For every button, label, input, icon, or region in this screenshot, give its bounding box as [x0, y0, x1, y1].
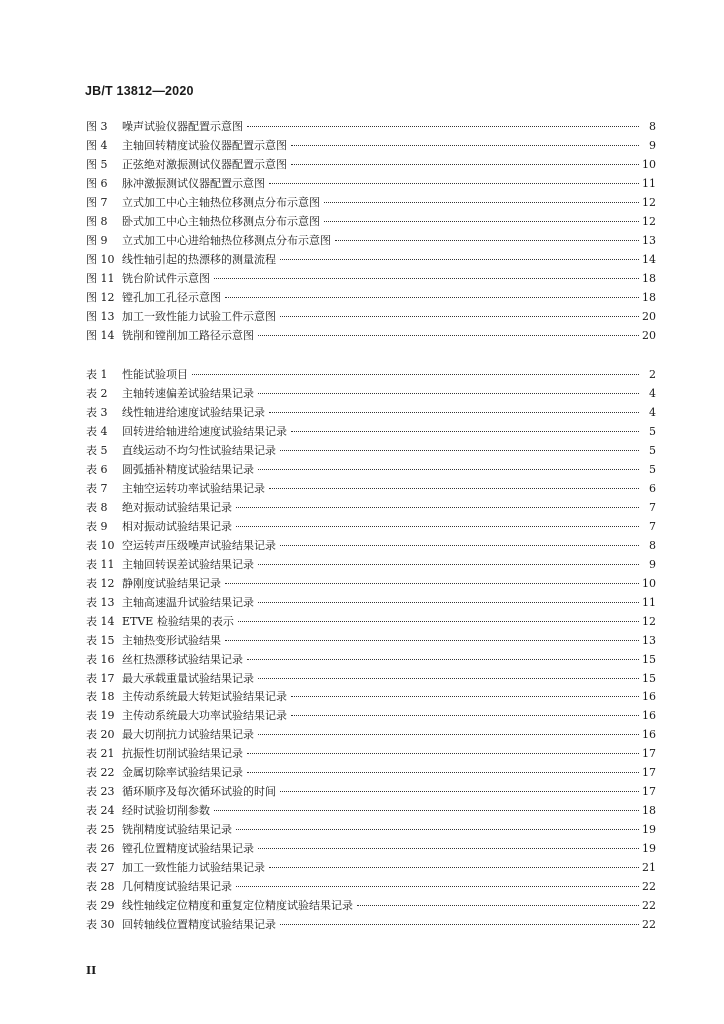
- toc-entry[interactable]: [86, 821, 656, 840]
- toc-entry-title: 绝对振动试验结果记录: [122, 500, 232, 514]
- toc-entry-title: 立式加工中心进给轴热位移测点分布示意图: [122, 233, 331, 247]
- dot-leader: [258, 734, 639, 735]
- toc-entry-title: 经时试验切削参数: [122, 804, 210, 818]
- toc-entry-label: 表 13: [86, 595, 115, 609]
- toc-entry-page: 6: [649, 481, 656, 495]
- toc-entry[interactable]: [86, 499, 656, 518]
- toc-entry[interactable]: [86, 194, 656, 213]
- toc-entry-title: 主轴回转误差试验结果记录: [122, 557, 254, 571]
- dot-leader: [225, 640, 639, 641]
- dot-leader: [214, 278, 639, 279]
- toc-entry-page: 16: [642, 690, 656, 704]
- toc-entry[interactable]: [86, 404, 656, 423]
- toc-entry-title: 静刚度试验结果记录: [122, 576, 221, 590]
- dot-leader: [291, 696, 639, 697]
- dot-leader: [269, 488, 639, 489]
- table-list: [86, 366, 656, 935]
- dot-leader: [225, 297, 639, 298]
- toc-entry-label: 图 10: [86, 252, 115, 266]
- dot-leader: [280, 316, 639, 317]
- dot-leader: [214, 810, 639, 811]
- toc-entry-label: 表 26: [86, 842, 115, 856]
- toc-entry[interactable]: [86, 878, 656, 897]
- toc-entry[interactable]: [86, 859, 656, 878]
- toc-entry-label: 图 14: [86, 328, 115, 342]
- dot-leader: [225, 583, 639, 584]
- toc-entry[interactable]: [86, 270, 656, 289]
- dot-leader: [236, 886, 639, 887]
- toc-entry[interactable]: [86, 385, 656, 404]
- toc-entry-page: 19: [642, 823, 656, 837]
- toc-entry[interactable]: [86, 327, 656, 346]
- dot-leader: [324, 202, 639, 203]
- toc-entry[interactable]: [86, 916, 656, 935]
- toc-entry-title: 直线运动不均匀性试验结果记录: [122, 443, 276, 457]
- toc-entry-page: 8: [649, 538, 656, 552]
- toc-entry[interactable]: [86, 802, 656, 821]
- toc-entry-page: 14: [642, 252, 656, 266]
- toc-entry-label: 表 3: [86, 405, 108, 419]
- dot-leader: [280, 791, 639, 792]
- toc-entry-label: 表 22: [86, 766, 115, 780]
- toc-entry-title: 线性轴引起的热漂移的测量流程: [122, 252, 276, 266]
- dot-leader: [258, 848, 639, 849]
- dot-leader: [236, 829, 639, 830]
- toc-entry-title: 立式加工中心主轴热位移测点分布示意图: [122, 195, 320, 209]
- toc-entry-title: 线性轴线定位精度和重复定位精度试验结果记录: [122, 899, 353, 913]
- toc-entry-title: 卧式加工中心主轴热位移测点分布示意图: [122, 214, 320, 228]
- toc-entry-title: 回转进给轴进给速度试验结果记录: [122, 424, 287, 438]
- dot-leader: [269, 867, 639, 868]
- toc-entry-page: 16: [642, 728, 656, 742]
- toc-entry-page: 21: [642, 861, 656, 875]
- toc-entry-label: 图 3: [86, 120, 108, 133]
- dot-leader: [291, 164, 639, 165]
- toc-entry[interactable]: [86, 575, 656, 594]
- toc-entry-title: 主轴空运转功率试验结果记录: [122, 481, 265, 495]
- toc-entry-page: 11: [642, 176, 656, 190]
- dot-leader: [247, 753, 639, 754]
- toc-entry[interactable]: [86, 175, 656, 194]
- toc-entry[interactable]: [86, 897, 656, 916]
- toc-entry-page: 15: [642, 652, 656, 666]
- dot-leader: [291, 431, 639, 432]
- toc-entry-label: 表 5: [86, 443, 108, 457]
- toc-entry-title: 几何精度试验结果记录: [122, 880, 232, 894]
- toc-entry-label: 表 20: [86, 728, 115, 742]
- dot-leader: [280, 545, 639, 546]
- toc-entry-title: 镗孔加工孔径示意图: [122, 290, 221, 304]
- dot-leader: [192, 374, 639, 375]
- toc-entry[interactable]: [86, 670, 656, 689]
- toc-entry-label: 表 21: [86, 747, 115, 761]
- toc-entry-label: 表 28: [86, 880, 115, 894]
- dot-leader: [357, 905, 639, 906]
- toc-entry[interactable]: [86, 480, 656, 499]
- toc-entry-page: 11: [642, 595, 656, 609]
- toc-entry-title: 铣削精度试验结果记录: [122, 823, 232, 837]
- toc-entry-label: 表 24: [86, 804, 115, 818]
- toc-entry[interactable]: [86, 745, 656, 764]
- toc-entry-page: 5: [649, 424, 656, 438]
- toc-entry-page: 12: [642, 614, 656, 628]
- toc-entry-label: 图 13: [86, 309, 115, 323]
- toc-entry-page: 19: [642, 842, 656, 856]
- toc-entry-page: 5: [649, 462, 656, 476]
- toc-entry[interactable]: [86, 442, 656, 461]
- dot-leader: [335, 240, 639, 241]
- toc-entry-label: 表 10: [86, 538, 115, 552]
- toc-entry-title: 相对振动试验结果记录: [122, 519, 232, 533]
- toc-entry-title: 主轴热变形试验结果: [122, 633, 221, 647]
- toc-entry[interactable]: [86, 537, 656, 556]
- toc-entry-title: 金属切除率试验结果记录: [122, 766, 243, 780]
- dot-leader: [258, 335, 639, 336]
- toc-entry-label: 图 4: [86, 138, 108, 152]
- toc-entry-page: 4: [649, 405, 656, 419]
- toc-entry-title: 抗振性切削试验结果记录: [122, 747, 243, 761]
- document-code: JB/T 13812—2020: [85, 84, 194, 98]
- toc-entry-title: 主轴转速偏差试验结果记录: [122, 386, 254, 400]
- toc-entry-label: 表 1: [86, 368, 108, 381]
- toc-entry[interactable]: [86, 461, 656, 480]
- toc-entry-page: 18: [642, 271, 656, 285]
- dot-leader: [258, 393, 639, 394]
- toc-entry-title: 空运转声压级噪声试验结果记录: [122, 538, 276, 552]
- toc-entry-page: 10: [642, 576, 656, 590]
- toc-entry-label: 图 7: [86, 195, 108, 209]
- toc-entry-label: 表 29: [86, 899, 115, 913]
- toc-entry-title: 噪声试验仪器配置示意图: [122, 120, 243, 133]
- toc-entry[interactable]: [86, 156, 656, 175]
- toc-entry-label: 表 19: [86, 709, 115, 723]
- toc-entry-label: 图 11: [86, 271, 115, 285]
- toc-entry[interactable]: [86, 232, 656, 251]
- toc-entry-title: 主轴回转精度试验仪器配置示意图: [122, 138, 287, 152]
- toc-entry-page: 17: [642, 766, 656, 780]
- toc-entry-label: 表 11: [86, 557, 115, 571]
- toc-entry-page: 4: [649, 386, 656, 400]
- toc-entry-label: 表 27: [86, 861, 115, 875]
- toc-entry-label: 图 5: [86, 157, 108, 171]
- toc-entry-page: 7: [649, 500, 656, 514]
- toc-entry-title: 圆弧插补精度试验结果记录: [122, 462, 254, 476]
- dot-leader: [247, 772, 639, 773]
- toc-entry[interactable]: [86, 308, 656, 327]
- figure-list: [86, 118, 656, 346]
- page-number: II: [86, 964, 97, 977]
- dot-leader: [269, 183, 639, 184]
- toc-entry[interactable]: [86, 366, 656, 385]
- toc-entry[interactable]: [86, 251, 656, 270]
- toc-entry-page: 13: [642, 633, 656, 647]
- toc-entry-label: 图 12: [86, 290, 115, 304]
- toc-entry-title: 主传动系统最大转矩试验结果记录: [122, 690, 287, 704]
- toc-entry[interactable]: [86, 840, 656, 859]
- toc-entry-label: 表 14: [86, 614, 115, 628]
- toc-entry-page: 7: [649, 519, 656, 533]
- toc-entry-page: 22: [642, 880, 656, 894]
- toc-entry[interactable]: [86, 688, 656, 707]
- toc-entry-label: 表 2: [86, 386, 108, 400]
- toc-entry-label: 图 9: [86, 233, 108, 247]
- toc-entry-label: 表 16: [86, 652, 115, 666]
- toc-entry-label: 表 7: [86, 481, 108, 495]
- dot-leader: [236, 507, 639, 508]
- dot-leader: [291, 715, 639, 716]
- toc-entry-label: 图 8: [86, 214, 108, 228]
- dot-leader: [269, 412, 639, 413]
- toc-entry[interactable]: [86, 707, 656, 726]
- toc-entry[interactable]: [86, 726, 656, 745]
- toc-entry[interactable]: [86, 423, 656, 442]
- dot-leader: [280, 450, 639, 451]
- toc-entry-page: 12: [642, 214, 656, 228]
- toc-entry-page: 9: [649, 557, 656, 571]
- toc-entry-title: 铣台阶试件示意图: [122, 271, 210, 285]
- dot-leader: [258, 678, 639, 679]
- toc-entry[interactable]: [86, 764, 656, 783]
- toc-entry-label: 表 25: [86, 823, 115, 837]
- toc-entry-page: 17: [642, 785, 656, 799]
- toc-entry-label: 图 6: [86, 176, 108, 190]
- dot-leader: [258, 602, 639, 603]
- toc-entry-title: 加工一致性能力试验结果记录: [122, 861, 265, 875]
- toc-entry-page: 17: [642, 747, 656, 761]
- toc-entry-page: 22: [642, 918, 656, 932]
- dot-leader: [280, 924, 639, 925]
- toc-entry-label: 表 8: [86, 500, 108, 514]
- toc-entry-page: 2: [649, 368, 656, 381]
- toc-entry-title: 正弦绝对激振测试仪器配置示意图: [122, 157, 287, 171]
- toc-entry-title: 最大承载重量试验结果记录: [122, 671, 254, 685]
- dot-leader: [236, 526, 639, 527]
- toc-entry[interactable]: [86, 632, 656, 651]
- toc-entry-label: 表 17: [86, 671, 115, 685]
- toc-entry[interactable]: [86, 118, 656, 137]
- toc-entry-title: 主传动系统最大功率试验结果记录: [122, 709, 287, 723]
- dot-leader: [280, 259, 639, 260]
- toc-entry-title: 丝杠热漂移试验结果记录: [122, 652, 243, 666]
- toc-entry-label: 表 6: [86, 462, 108, 476]
- toc-entry-label: 表 12: [86, 576, 115, 590]
- toc-entry[interactable]: [86, 783, 656, 802]
- dot-leader: [247, 126, 639, 127]
- toc-entry-title: ETVE 检验结果的表示: [122, 614, 234, 628]
- toc-entry[interactable]: [86, 289, 656, 308]
- dot-leader: [258, 564, 639, 565]
- toc-entry-title: 性能试验项目: [122, 368, 188, 381]
- toc-entry-label: 表 23: [86, 785, 115, 799]
- toc-entry[interactable]: [86, 518, 656, 537]
- toc-entry-title: 镗孔位置精度试验结果记录: [122, 842, 254, 856]
- toc-entry-page: 16: [642, 709, 656, 723]
- dot-leader: [324, 221, 639, 222]
- toc-entry-title: 最大切削抗力试验结果记录: [122, 728, 254, 742]
- toc-entry-page: 22: [642, 899, 656, 913]
- toc-entry-title: 脉冲激振测试仪器配置示意图: [122, 176, 265, 190]
- toc-entry-page: 5: [649, 443, 656, 457]
- toc-entry-page: 18: [642, 290, 656, 304]
- toc-entry-label: 表 4: [86, 424, 108, 438]
- toc-entry-label: 表 9: [86, 519, 108, 533]
- dot-leader: [258, 469, 639, 470]
- toc-entry-page: 15: [642, 671, 656, 685]
- dot-leader: [247, 659, 639, 660]
- toc-entry-page: 12: [642, 195, 656, 209]
- dot-leader: [238, 621, 639, 622]
- toc-entry-title: 加工一致性能力试验工件示意图: [122, 309, 276, 323]
- toc-entry[interactable]: [86, 651, 656, 670]
- toc-entry-label: 表 18: [86, 690, 115, 704]
- toc-entry-title: 铣削和镗削加工路径示意图: [122, 328, 254, 342]
- toc-entry-title: 主轴高速温升试验结果记录: [122, 595, 254, 609]
- dot-leader: [291, 145, 639, 146]
- toc-entry-page: 8: [649, 120, 656, 133]
- toc-entry-title: 线性轴进给速度试验结果记录: [122, 405, 265, 419]
- toc-entry-page: 20: [642, 328, 656, 342]
- toc-entry[interactable]: [86, 613, 656, 632]
- toc-entry-page: 10: [642, 157, 656, 171]
- toc-entry-title: 循环顺序及每次循环试验的时间: [122, 785, 276, 799]
- toc-entry-page: 9: [649, 138, 656, 152]
- toc-entry[interactable]: [86, 594, 656, 613]
- toc-entry-page: 13: [642, 233, 656, 247]
- toc-entry-label: 表 15: [86, 633, 115, 647]
- toc-entry-page: 18: [642, 804, 656, 818]
- toc-entry[interactable]: [86, 556, 656, 575]
- toc-entry-label: 表 30: [86, 918, 115, 932]
- toc-entry[interactable]: [86, 213, 656, 232]
- toc-entry-title: 回转轴线位置精度试验结果记录: [122, 918, 276, 932]
- toc-entry[interactable]: [86, 137, 656, 156]
- toc-entry-page: 20: [642, 309, 656, 323]
